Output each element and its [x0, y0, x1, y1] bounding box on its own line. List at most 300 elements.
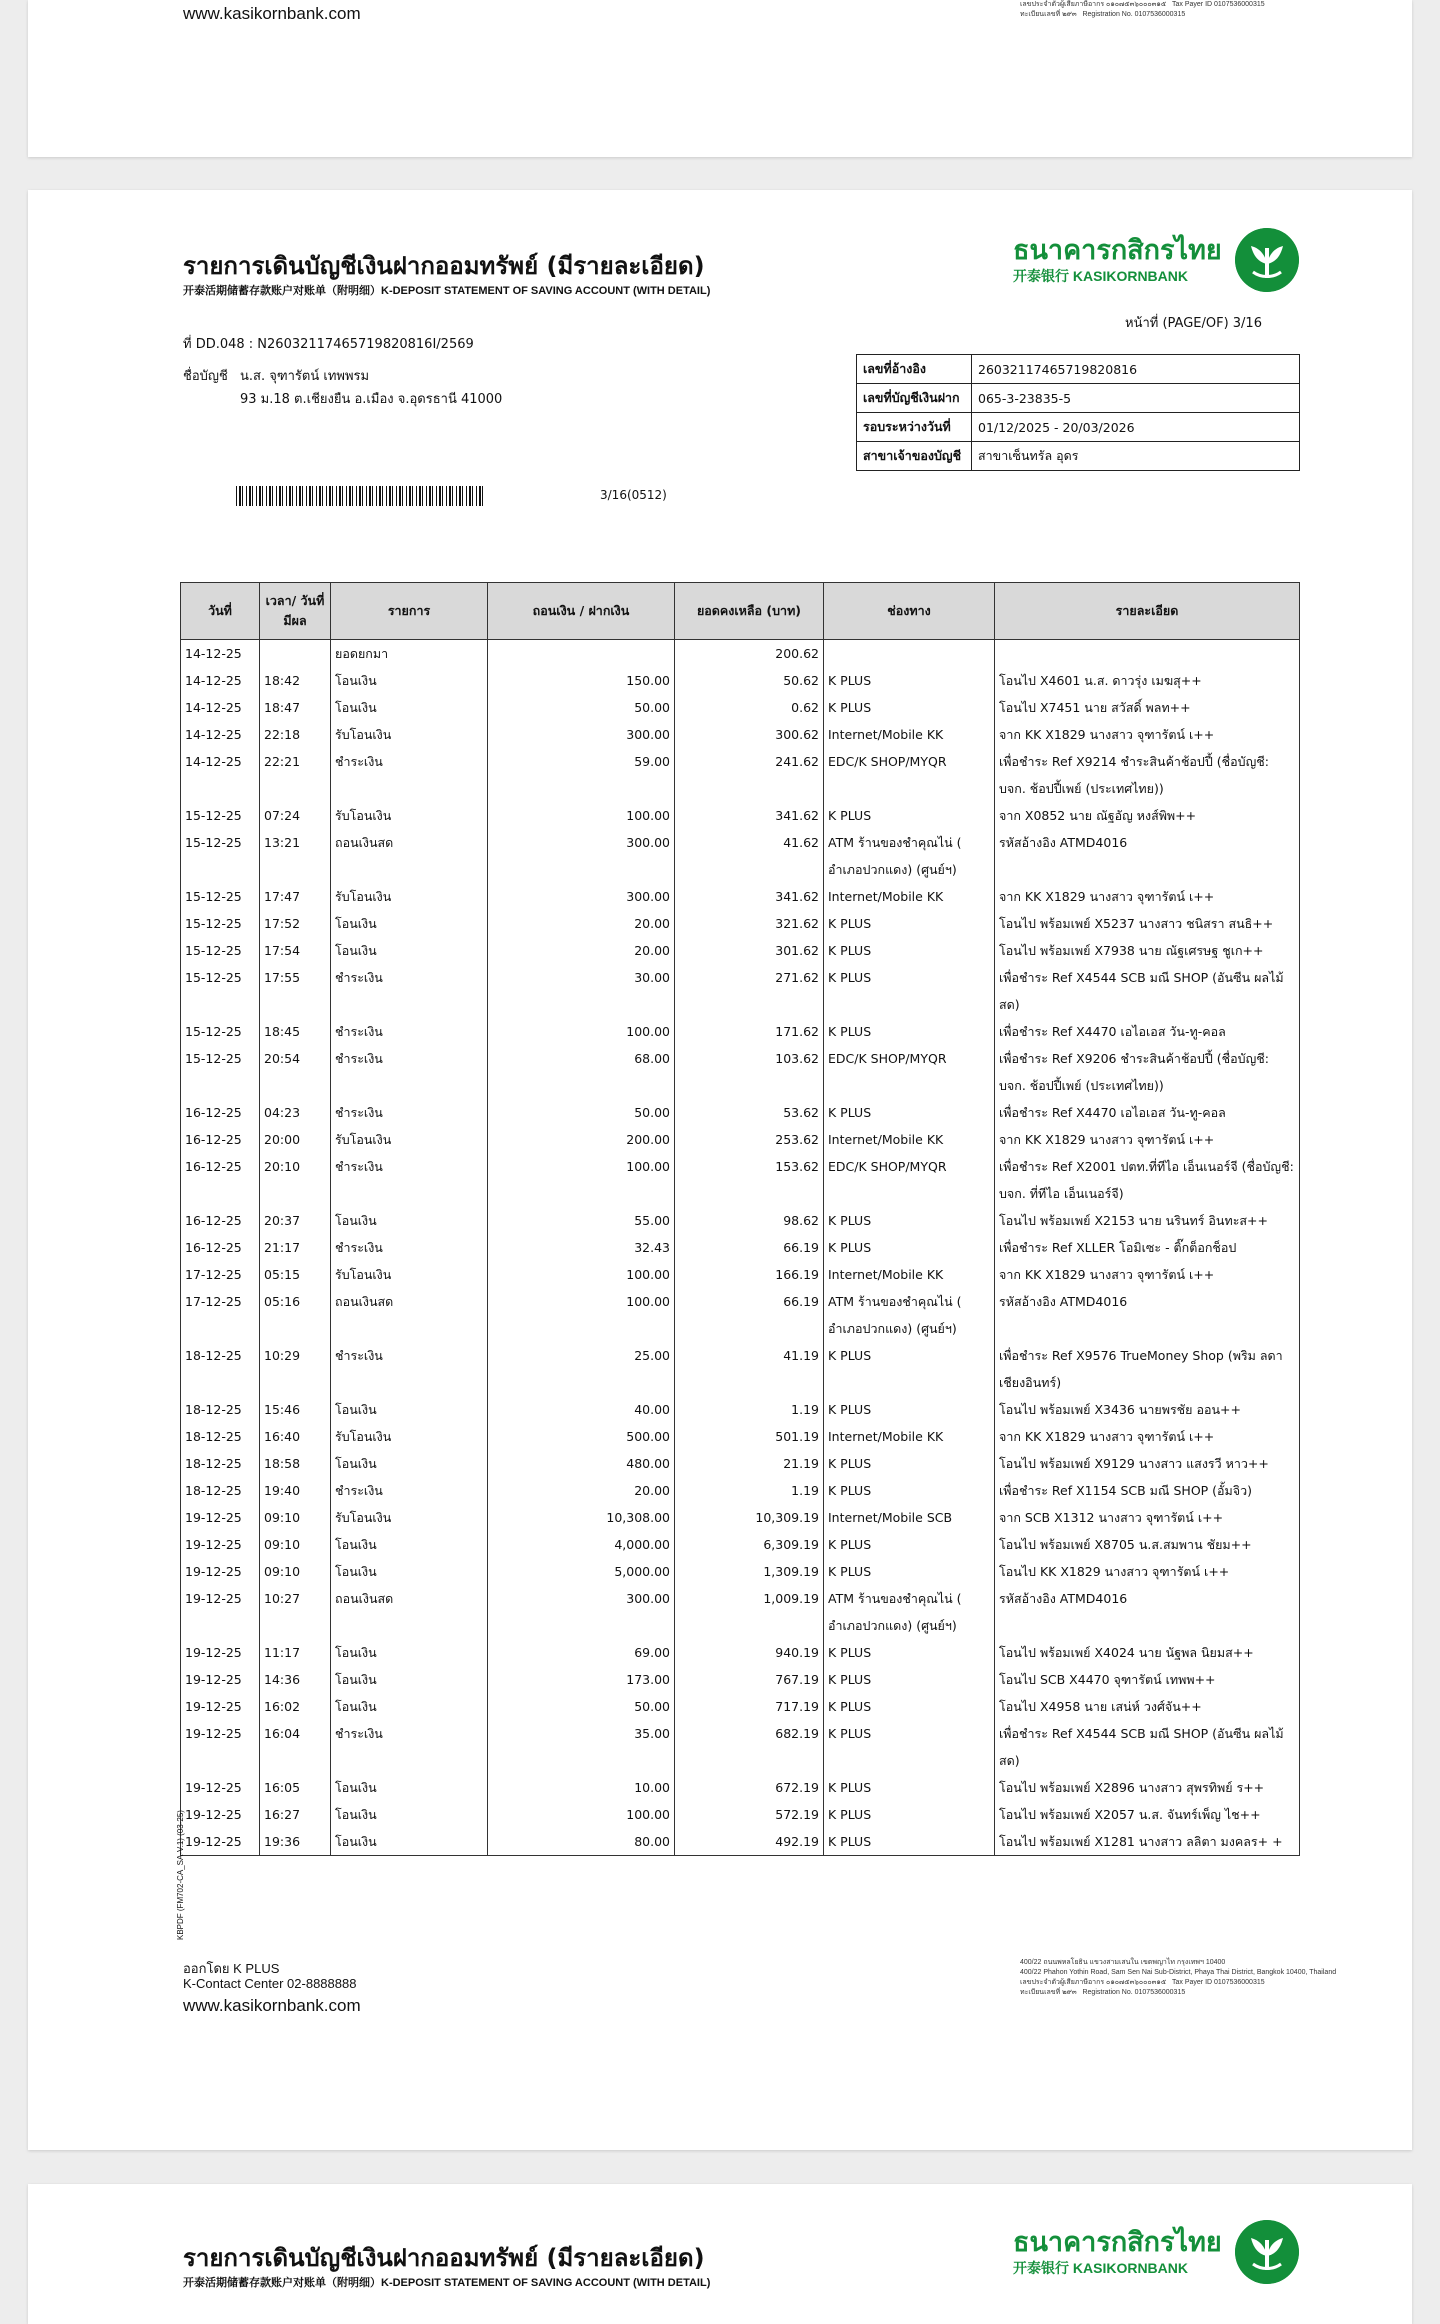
cell-balance: 341.62	[675, 883, 824, 910]
table-row	[181, 802, 1300, 829]
cell-date: 15-12-25	[181, 829, 260, 883]
cell-details: รหัสอ้างอิง ATMD4016	[995, 829, 1300, 883]
cell-balance: 1.19	[675, 1477, 824, 1504]
next-logo-english-text: 开泰银行 KASIKORNBANK	[1013, 2260, 1188, 2276]
cell-channel: ATM ร้านของชำคุณไน่ ( อำเภอปวกแดง) (ศูนย์ฯ)	[824, 1585, 995, 1639]
cell-date: 19-12-25	[181, 1666, 260, 1693]
cell-date: 18-12-25	[181, 1342, 260, 1396]
cell-time: 04:23	[260, 1099, 331, 1126]
cell-time: 13:21	[260, 829, 331, 883]
col-balance: ยอดคงเหลือ (บาท)	[675, 583, 824, 640]
col-description: รายการ	[331, 583, 488, 640]
rice-logo-icon	[1235, 228, 1299, 292]
cell-details: จาก KK X1829 นางสาว จุฑารัตน์ เ++	[995, 1423, 1300, 1450]
cell-channel: K PLUS	[824, 1693, 995, 1720]
col-details: รายละเอียด	[995, 583, 1300, 640]
cell-details: เพื่อชำระ Ref X9214 ชำระสินค้าช้อปปี้ (ชื่อบัญชี: บจก. ช้อปปี้เพย์ (ประเทศไทย))	[995, 748, 1300, 802]
cell-amount: 32.43	[488, 1234, 675, 1261]
table-row	[181, 1558, 1300, 1585]
cell-description: รับโอนเงิน	[331, 802, 488, 829]
cell-date: 19-12-25	[181, 1585, 260, 1639]
cell-description: โอนเงิน	[331, 1396, 488, 1423]
cell-amount: 5,000.00	[488, 1558, 675, 1585]
cell-time: 05:16	[260, 1288, 331, 1342]
cell-date: 17-12-25	[181, 1261, 260, 1288]
cell-balance: 166.19	[675, 1261, 824, 1288]
cell-details: เพื่อชำระ Ref X4544 SCB มณี SHOP (อันซีน ผลไม้สด)	[995, 964, 1300, 1018]
cell-amount: 300.00	[488, 829, 675, 883]
cell-details: เพื่อชำระ Ref X4470 เอไอเอส วัน-ทู-คอล	[995, 1018, 1300, 1045]
table-row	[181, 910, 1300, 937]
cell-date: 14-12-25	[181, 748, 260, 802]
cell-details: จาก KK X1829 นางสาว จุฑารัตน์ เ++	[995, 721, 1300, 748]
cell-balance: 940.19	[675, 1639, 824, 1666]
cell-amount: 35.00	[488, 1720, 675, 1774]
table-row	[181, 937, 1300, 964]
table-row	[181, 667, 1300, 694]
next-page-sheet	[28, 2184, 1412, 2324]
table-row	[181, 1234, 1300, 1261]
cell-time: 22:18	[260, 721, 331, 748]
cell-channel: K PLUS	[824, 964, 995, 1018]
cell-amount: 200.00	[488, 1126, 675, 1153]
cell-date: 14-12-25	[181, 721, 260, 748]
statement-page	[28, 190, 1412, 2150]
footer-url: www.kasikornbank.com	[183, 4, 361, 23]
footer-url-main: www.kasikornbank.com	[183, 1996, 361, 2015]
cell-channel: K PLUS	[824, 1396, 995, 1423]
cell-channel: Internet/Mobile SCB	[824, 1504, 995, 1531]
cell-amount	[488, 640, 675, 668]
cell-balance: 321.62	[675, 910, 824, 937]
cell-channel: ATM ร้านของชำคุณไน่ ( อำเภอปวกแดง) (ศูนย์ฯ)	[824, 829, 995, 883]
transactions-body	[181, 640, 1300, 1856]
cell-description: รับโอนเงิน	[331, 1423, 488, 1450]
cell-balance: 0.62	[675, 694, 824, 721]
table-row	[181, 1828, 1300, 1856]
cell-time: 20:37	[260, 1207, 331, 1234]
cell-time: 05:15	[260, 1261, 331, 1288]
cell-amount: 69.00	[488, 1639, 675, 1666]
logo-english-text: 开泰银行 KASIKORNBANK	[1013, 268, 1188, 284]
cell-amount: 300.00	[488, 721, 675, 748]
col-amount: ถอนเงิน / ฝากเงิน	[488, 583, 675, 640]
table-row	[181, 1342, 1300, 1396]
cell-balance: 10,309.19	[675, 1504, 824, 1531]
cell-date: 19-12-25	[181, 1693, 260, 1720]
cell-balance: 200.62	[675, 640, 824, 668]
cell-date: 16-12-25	[181, 1234, 260, 1261]
cell-channel: K PLUS	[824, 1801, 995, 1828]
cell-amount: 100.00	[488, 1153, 675, 1207]
cell-details: เพื่อชำระ Ref X2001 ปตท.ที่ทีไอ เอ็นเนอร์จี (ชื่อบัญชี: บจก. ที่ทีไอ เอ็นเนอร์จี)	[995, 1153, 1300, 1207]
col-time: เวลา/ วันที่มีผล	[260, 583, 331, 640]
cell-channel: K PLUS	[824, 667, 995, 694]
cell-date: 15-12-25	[181, 910, 260, 937]
cell-description: โอนเงิน	[331, 910, 488, 937]
cell-channel: Internet/Mobile KK	[824, 1126, 995, 1153]
footer-legal-1: 400/22 ถนนพหลโยธิน แขวงสามเสนใน เขตพญาไท กรุงเทพฯ 10400	[1020, 1959, 1226, 1966]
cell-time: 09:10	[260, 1531, 331, 1558]
legal-line-1: เลขประจำตัวผู้เสียภาษีอากร ๐๑๐๗๕๓๖๐๐๐๓๑๕ Tax Payer ID 0107536000315	[1020, 1, 1265, 8]
cell-balance: 21.19	[675, 1450, 824, 1477]
cell-description: โอนเงิน	[331, 1666, 488, 1693]
cell-description: โอนเงิน	[331, 667, 488, 694]
cell-details: โอนไป พร้อมเพย์ X9129 นางสาว แสงรวี หาว++	[995, 1450, 1300, 1477]
cell-balance: 341.62	[675, 802, 824, 829]
cell-time: 17:52	[260, 910, 331, 937]
table-row	[181, 1585, 1300, 1639]
cell-channel: K PLUS	[824, 910, 995, 937]
cell-time: 15:46	[260, 1396, 331, 1423]
cell-amount: 500.00	[488, 1423, 675, 1450]
cell-date: 15-12-25	[181, 802, 260, 829]
cell-amount: 20.00	[488, 1477, 675, 1504]
cell-balance: 41.19	[675, 1342, 824, 1396]
cell-date: 19-12-25	[181, 1504, 260, 1531]
cell-description: รับโอนเงิน	[331, 1261, 488, 1288]
cell-details: โอนไป พร้อมเพย์ X2153 นาย นรินทร์ อินทะส++	[995, 1207, 1300, 1234]
cell-date: 19-12-25	[181, 1828, 260, 1856]
table-row	[181, 1720, 1300, 1774]
cell-details: โอนไป X7451 นาย สวัสดิ์ พลท++	[995, 694, 1300, 721]
cell-time	[260, 640, 331, 668]
table-row	[181, 1666, 1300, 1693]
cell-balance: 253.62	[675, 1126, 824, 1153]
table-row	[181, 748, 1300, 802]
cell-description: ยอดยกมา	[331, 640, 488, 668]
cell-date: 14-12-25	[181, 667, 260, 694]
cell-details: รหัสอ้างอิง ATMD4016	[995, 1585, 1300, 1639]
logo-thai-text: ธนาคารกสิกรไทย	[1013, 235, 1222, 266]
table-row	[181, 829, 1300, 883]
cell-date: 19-12-25	[181, 1801, 260, 1828]
cell-date: 15-12-25	[181, 937, 260, 964]
cell-time: 22:21	[260, 748, 331, 802]
table-row	[181, 721, 1300, 748]
document-code: 3/16(0512)	[600, 488, 667, 502]
cell-details: จาก KK X1829 นางสาว จุฑารัตน์ เ++	[995, 1126, 1300, 1153]
cell-balance: 682.19	[675, 1720, 824, 1774]
cell-amount: 300.00	[488, 1585, 675, 1639]
cell-balance: 1,309.19	[675, 1558, 824, 1585]
cell-description: โอนเงิน	[331, 1801, 488, 1828]
cell-description: โอนเงิน	[331, 1531, 488, 1558]
cell-amount: 300.00	[488, 883, 675, 910]
cell-time: 09:10	[260, 1504, 331, 1531]
table-row	[181, 1504, 1300, 1531]
statement-title: รายการเดินบัญชีเงินฝากออมทรัพย์ (มีรายละเอียด)	[183, 252, 705, 280]
cell-amount: 50.00	[488, 1693, 675, 1720]
table-row	[181, 640, 1300, 668]
account-name: น.ส. จุฑารัตน์ เทพพรม	[240, 369, 370, 384]
cell-date: 19-12-25	[181, 1531, 260, 1558]
cell-balance: 153.62	[675, 1153, 824, 1207]
cell-time: 18:58	[260, 1450, 331, 1477]
cell-time: 19:36	[260, 1828, 331, 1856]
cell-amount: 100.00	[488, 1018, 675, 1045]
cell-amount: 50.00	[488, 1099, 675, 1126]
cell-description: โอนเงิน	[331, 937, 488, 964]
cell-time: 21:17	[260, 1234, 331, 1261]
cell-time: 16:40	[260, 1423, 331, 1450]
cell-description: ชำระเงิน	[331, 1477, 488, 1504]
cell-time: 19:40	[260, 1477, 331, 1504]
info-row-account-number: เลขที่บัญชีเงินฝาก 065-3-23835-5	[857, 384, 1300, 413]
table-row	[181, 694, 1300, 721]
cell-description: โอนเงิน	[331, 1774, 488, 1801]
info-row-reference: เลขที่อ้างอิง 26032117465719820816	[857, 355, 1300, 384]
cell-details: โอนไป X4601 น.ส. ดาวรุ่ง เมฆสุ++	[995, 667, 1300, 694]
cell-date: 19-12-25	[181, 1774, 260, 1801]
cell-date: 15-12-25	[181, 883, 260, 910]
cell-details: โอนไป พร้อมเพย์ X1281 นางสาว ลลิตา มงคลร+ +	[995, 1828, 1300, 1856]
cell-amount: 20.00	[488, 937, 675, 964]
cell-date: 14-12-25	[181, 694, 260, 721]
cell-amount: 50.00	[488, 694, 675, 721]
cell-time: 09:10	[260, 1558, 331, 1585]
table-row	[181, 1126, 1300, 1153]
col-date: วันที่	[181, 583, 260, 640]
cell-details: เพื่อชำระ Ref X4470 เอไอเอส วัน-ทู-คอล	[995, 1099, 1300, 1126]
table-row	[181, 1450, 1300, 1477]
info-row-period: รอบระหว่างวันที่ 01/12/2025 - 20/03/2026	[857, 413, 1300, 442]
cell-details: โอนไป KK X1829 นางสาว จุฑารัตน์ เ++	[995, 1558, 1300, 1585]
kasikornbank-logo	[1013, 228, 1303, 298]
cell-description: โอนเงิน	[331, 1639, 488, 1666]
cell-channel: K PLUS	[824, 1207, 995, 1234]
cell-date: 19-12-25	[181, 1558, 260, 1585]
cell-description: ชำระเงิน	[331, 1342, 488, 1396]
cell-channel: Internet/Mobile KK	[824, 1261, 995, 1288]
cell-description: โอนเงิน	[331, 1693, 488, 1720]
cell-channel: K PLUS	[824, 1666, 995, 1693]
cell-amount: 59.00	[488, 748, 675, 802]
cell-date: 19-12-25	[181, 1639, 260, 1666]
cell-time: 16:05	[260, 1774, 331, 1801]
cell-balance: 300.62	[675, 721, 824, 748]
statement-subtitle: 开泰活期储蓄存款账户对账单（附明细）K-DEPOSIT STATEMENT OF SAVING ACCOUNT (WITH DETAIL)	[183, 285, 711, 297]
account-info-table	[856, 354, 1300, 471]
table-row	[181, 1801, 1300, 1828]
table-row	[181, 1423, 1300, 1450]
table-row	[181, 1153, 1300, 1207]
table-row	[181, 1477, 1300, 1504]
cell-description: ถอนเงินสด	[331, 829, 488, 883]
col-channel: ช่องทาง	[824, 583, 995, 640]
cell-balance: 241.62	[675, 748, 824, 802]
cell-date: 18-12-25	[181, 1396, 260, 1423]
cell-description: ชำระเงิน	[331, 1045, 488, 1099]
cell-time: 16:04	[260, 1720, 331, 1774]
cell-details	[995, 640, 1300, 668]
cell-details: จาก KK X1829 นางสาว จุฑารัตน์ เ++	[995, 1261, 1300, 1288]
cell-description: ชำระเงิน	[331, 1234, 488, 1261]
cell-balance: 271.62	[675, 964, 824, 1018]
cell-balance: 301.62	[675, 937, 824, 964]
cell-balance: 53.62	[675, 1099, 824, 1126]
next-logo-thai-text: ธนาคารกสิกรไทย	[1013, 2227, 1222, 2258]
cell-channel: Internet/Mobile KK	[824, 721, 995, 748]
table-row	[181, 1045, 1300, 1099]
table-row	[181, 1099, 1300, 1126]
contact-center: K-Contact Center 02-8888888	[183, 1976, 357, 1991]
table-row	[181, 1288, 1300, 1342]
cell-amount: 25.00	[488, 1342, 675, 1396]
table-row	[181, 1207, 1300, 1234]
cell-amount: 100.00	[488, 1261, 675, 1288]
cell-balance: 50.62	[675, 667, 824, 694]
cell-channel: ATM ร้านของชำคุณไน่ ( อำเภอปวกแดง) (ศูนย์ฯ)	[824, 1288, 995, 1342]
cell-channel: EDC/K SHOP/MYQR	[824, 1045, 995, 1099]
cell-details: โอนไป พร้อมเพย์ X4024 นาย นัฐพล นิยมส++	[995, 1639, 1300, 1666]
table-row	[181, 1693, 1300, 1720]
cell-time: 18:42	[260, 667, 331, 694]
cell-channel: K PLUS	[824, 802, 995, 829]
cell-details: จาก SCB X1312 นางสาว จุฑารัตน์ เ++	[995, 1504, 1300, 1531]
cell-description: ชำระเงิน	[331, 1099, 488, 1126]
cell-description: โอนเงิน	[331, 694, 488, 721]
cell-amount: 80.00	[488, 1828, 675, 1856]
cell-time: 17:54	[260, 937, 331, 964]
cell-amount: 30.00	[488, 964, 675, 1018]
cell-time: 14:36	[260, 1666, 331, 1693]
cell-balance: 767.19	[675, 1666, 824, 1693]
cell-details: โอนไป พร้อมเพย์ X5237 นางสาว ชนิสรา สนธิ++	[995, 910, 1300, 937]
cell-balance: 501.19	[675, 1423, 824, 1450]
cell-details: โอนไป พร้อมเพย์ X7938 นาย ณัฐเศรษฐ ชูเก++	[995, 937, 1300, 964]
next-statement-title: รายการเดินบัญชีเงินฝากออมทรัพย์ (มีรายละเอียด)	[183, 2244, 705, 2272]
cell-channel: K PLUS	[824, 1720, 995, 1774]
form-code: KBPDF (FM702-CA_SA-V.1) (03-25)	[176, 1810, 185, 1940]
cell-details: โอนไป พร้อมเพย์ X2057 น.ส. จันทร์เพ็ญ ไช++	[995, 1801, 1300, 1828]
cell-time: 20:54	[260, 1045, 331, 1099]
footer-legal-4: ทะเบียนเลขที่ ๒๙๓ Registration No. 0107536000315	[1020, 1989, 1186, 1996]
cell-channel: Internet/Mobile KK	[824, 883, 995, 910]
cell-channel: Internet/Mobile KK	[824, 1423, 995, 1450]
cell-amount: 4,000.00	[488, 1531, 675, 1558]
cell-channel	[824, 640, 995, 668]
cell-balance: 717.19	[675, 1693, 824, 1720]
cell-date: 16-12-25	[181, 1099, 260, 1126]
cell-details: รหัสอ้างอิง ATMD4016	[995, 1288, 1300, 1342]
cell-amount: 173.00	[488, 1666, 675, 1693]
cell-channel: K PLUS	[824, 1531, 995, 1558]
cell-details: เพื่อชำระ Ref X4544 SCB มณี SHOP (อันซีน ผลไม้สด)	[995, 1720, 1300, 1774]
cell-time: 18:47	[260, 694, 331, 721]
cell-balance: 103.62	[675, 1045, 824, 1099]
cell-date: 16-12-25	[181, 1126, 260, 1153]
cell-balance: 171.62	[675, 1018, 824, 1045]
cell-details: โอนไป SCB X4470 จุฑารัตน์ เทพพ++	[995, 1666, 1300, 1693]
cell-details: โอนไป พร้อมเพย์ X3436 นายพรชัย ออน++	[995, 1396, 1300, 1423]
cell-balance: 1.19	[675, 1396, 824, 1423]
cell-description: รับโอนเงิน	[331, 883, 488, 910]
cell-balance: 492.19	[675, 1828, 824, 1856]
next-kasikornbank-logo	[1013, 2220, 1303, 2290]
table-row	[181, 1639, 1300, 1666]
cell-channel: K PLUS	[824, 1828, 995, 1856]
cell-balance: 41.62	[675, 829, 824, 883]
cell-description: โอนเงิน	[331, 1450, 488, 1477]
cell-time: 16:02	[260, 1693, 331, 1720]
cell-date: 16-12-25	[181, 1153, 260, 1207]
account-name-label: ชื่อบัญชี	[183, 369, 228, 384]
cell-balance: 66.19	[675, 1234, 824, 1261]
cell-description: โอนเงิน	[331, 1828, 488, 1856]
table-row	[181, 883, 1300, 910]
account-address: 93 ม.18 ต.เชียงยืน อ.เมือง จ.อุดรธานี 41000	[240, 392, 503, 407]
cell-balance: 66.19	[675, 1288, 824, 1342]
cell-date: 14-12-25	[181, 640, 260, 668]
table-row	[181, 1774, 1300, 1801]
barcode	[236, 486, 486, 506]
cell-description: โอนเงิน	[331, 1558, 488, 1585]
cell-description: ชำระเงิน	[331, 1153, 488, 1207]
legal-line-2: ทะเบียนเลขที่ ๒๙๓ Registration No. 0107536000315	[1020, 11, 1186, 18]
cell-time: 20:00	[260, 1126, 331, 1153]
table-row	[181, 1531, 1300, 1558]
cell-channel: EDC/K SHOP/MYQR	[824, 748, 995, 802]
cell-balance: 1,009.19	[675, 1585, 824, 1639]
reference-line: ที่ DD.048 : N26032117465719820816I/2569	[183, 337, 474, 352]
cell-channel: K PLUS	[824, 1774, 995, 1801]
cell-channel: K PLUS	[824, 694, 995, 721]
cell-description: ชำระเงิน	[331, 1018, 488, 1045]
table-row	[181, 964, 1300, 1018]
cell-balance: 98.62	[675, 1207, 824, 1234]
cell-amount: 100.00	[488, 1288, 675, 1342]
issued-by: ออกโดย K PLUS	[183, 1961, 280, 1976]
cell-channel: K PLUS	[824, 1018, 995, 1045]
cell-date: 18-12-25	[181, 1423, 260, 1450]
cell-time: 11:17	[260, 1639, 331, 1666]
cell-balance: 572.19	[675, 1801, 824, 1828]
cell-time: 17:55	[260, 964, 331, 1018]
cell-time: 07:24	[260, 802, 331, 829]
transactions-table	[180, 582, 1300, 1856]
cell-date: 16-12-25	[181, 1207, 260, 1234]
cell-date: 15-12-25	[181, 1018, 260, 1045]
cell-channel: K PLUS	[824, 1639, 995, 1666]
cell-details: จาก KK X1829 นางสาว จุฑารัตน์ เ++	[995, 883, 1300, 910]
info-row-branch: สาขาเจ้าของบัญชี สาขาเซ็นทรัล อุดร	[857, 442, 1300, 471]
footer-legal-2: 400/22 Phahon Yothin Road, Sam Sen Nai Sub-District, Phaya Thai District, Bangkok 10400, Thailand	[1020, 1969, 1337, 1976]
cell-amount: 100.00	[488, 802, 675, 829]
cell-balance: 6,309.19	[675, 1531, 824, 1558]
footer-legal-3: เลขประจำตัวผู้เสียภาษีอากร ๐๑๐๗๕๓๖๐๐๐๓๑๕ Tax Payer ID 0107536000315	[1020, 1979, 1265, 1986]
table-row	[181, 1261, 1300, 1288]
cell-time: 20:10	[260, 1153, 331, 1207]
cell-details: เพื่อชำระ Ref X9206 ชำระสินค้าช้อปปี้ (ชื่อบัญชี: บจก. ช้อปปี้เพย์ (ประเทศไทย))	[995, 1045, 1300, 1099]
cell-date: 15-12-25	[181, 1045, 260, 1099]
table-row	[181, 1018, 1300, 1045]
cell-channel: K PLUS	[824, 1450, 995, 1477]
cell-description: ชำระเงิน	[331, 1720, 488, 1774]
cell-channel: EDC/K SHOP/MYQR	[824, 1153, 995, 1207]
cell-date: 17-12-25	[181, 1288, 260, 1342]
cell-description: ชำระเงิน	[331, 748, 488, 802]
cell-amount: 68.00	[488, 1045, 675, 1099]
cell-description: ถอนเงินสด	[331, 1585, 488, 1639]
cell-time: 17:47	[260, 883, 331, 910]
cell-channel: K PLUS	[824, 1342, 995, 1396]
cell-date: 18-12-25	[181, 1450, 260, 1477]
previous-page-sheet	[28, 0, 1412, 157]
cell-balance: 672.19	[675, 1774, 824, 1801]
cell-amount: 480.00	[488, 1450, 675, 1477]
cell-details: จาก X0852 นาย ณัฐอัญ หงส์พิพ++	[995, 802, 1300, 829]
